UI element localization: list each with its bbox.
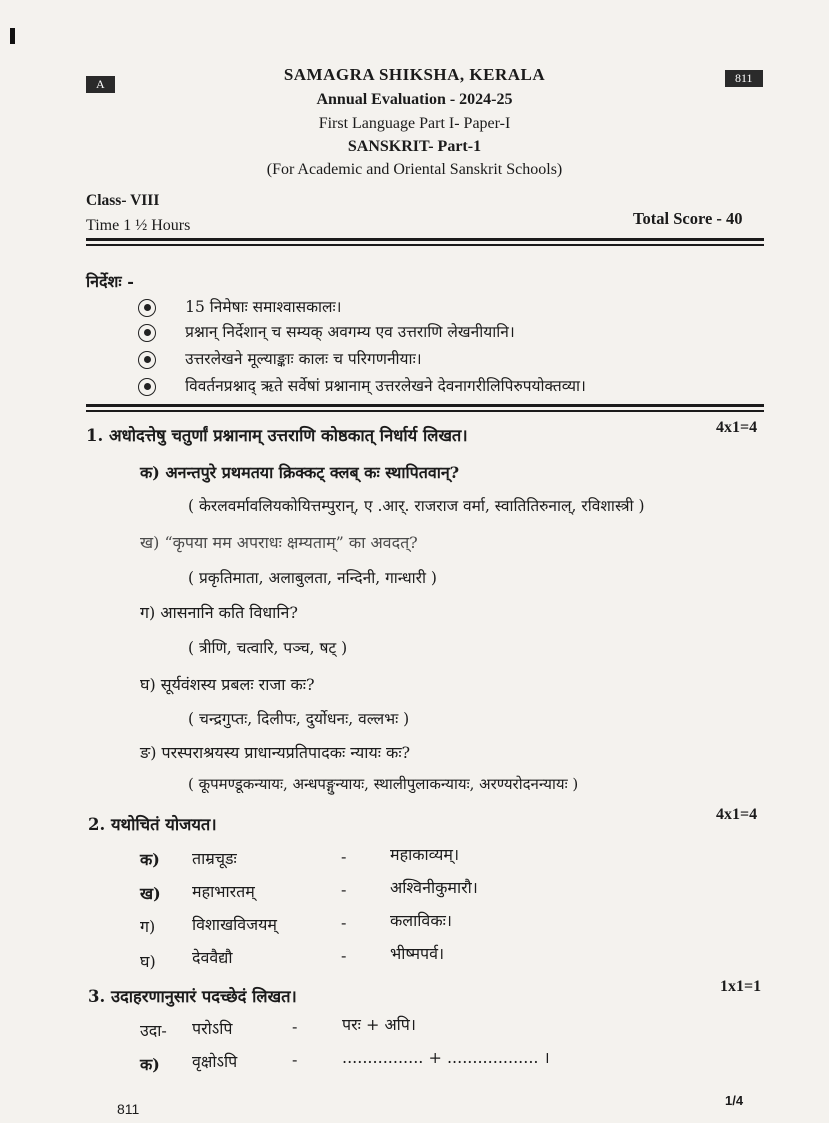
part-label: क) <box>140 1055 160 1074</box>
answer-blank: ................ + .................. । <box>342 1048 550 1067</box>
part-label: ङ) <box>140 743 157 762</box>
example-label: उदा- <box>140 1021 167 1040</box>
match-label: घ) <box>140 952 156 971</box>
match-dash: - <box>341 880 347 899</box>
match-left: देववैद्यौ <box>192 948 233 967</box>
match-dash: - <box>341 847 347 866</box>
match-left: ताम्रचूडः <box>192 849 237 868</box>
bullet-icon <box>138 299 156 317</box>
part-question: सूर्यवंशस्य प्रबलः राजा कः? <box>160 675 315 694</box>
q1-part-ka-options: ( केरलवर्मावलियकोयित्तम्पुरान्, ए .आर्. राजराज वर्मा, स्वातितिरुनाल्, रविशास्त्री ) <box>188 497 645 515</box>
instructions-title: निर्देशः - <box>86 272 134 291</box>
paper-title: First Language Part I- Paper-I <box>318 115 511 132</box>
scan-mark <box>10 28 15 44</box>
part-label: ग) <box>140 603 156 622</box>
q3-score: 1x1=1 <box>720 978 762 995</box>
match-label: ग) <box>140 917 156 936</box>
instruction-text: 15 निमेषाः समाश्वासकालः। <box>185 298 342 316</box>
paper-code-right: 811 <box>725 70 763 87</box>
match-dash: - <box>341 946 347 965</box>
q1-part-gha <box>140 673 315 695</box>
q1-title: 1. अधोदत्तेषु चतुर्णां प्रश्नानाम् उत्तराणि कोष्ठकात् निर्धार्य लिखत। <box>86 426 468 445</box>
header-rule-thin <box>86 244 764 246</box>
q1-part-ka <box>140 461 459 483</box>
part-question: आसनानि कति विधानि? <box>160 603 298 622</box>
q1-part-ga <box>140 601 298 623</box>
match-right: भीष्मपर्व। <box>390 944 445 963</box>
instructions-rule-thin <box>86 410 764 412</box>
instruction-text: विवर्तनप्रश्नाद् ऋते सर्वेषां प्रश्नानाम् उत्तरलेखने देवनागरीलिपिरुपयोक्तव्या। <box>185 377 586 395</box>
q1-part-kha <box>140 531 418 553</box>
match-right: महाकाव्यम्। <box>390 845 460 864</box>
time-label: Time 1 ½ Hours <box>86 217 191 234</box>
part-word: वृक्षोऽपि <box>192 1052 238 1071</box>
q1-part-nga-options: ( कूपमण्डूकन्यायः, अन्धपङ्गुन्यायः, स्थालीपुलाकन्यायः, अरण्यरोदनन्यायः ) <box>188 775 579 793</box>
instruction-item <box>138 295 342 317</box>
paper-code-left: A <box>86 76 115 93</box>
part-dash: - <box>292 1050 298 1069</box>
total-score: Total Score - 40 <box>633 209 743 228</box>
header-rule <box>86 238 764 241</box>
part-label: ख) <box>140 533 160 552</box>
q1-part-gha-options: ( चन्द्रगुप्तः, दिलीपः, दुर्योधनः, वल्लभः ) <box>188 710 410 728</box>
match-label: क) <box>140 850 160 869</box>
footer-code: 811 <box>117 1101 140 1117</box>
q1-part-nga <box>140 741 410 763</box>
part-label: क) <box>140 463 160 482</box>
q1-part-ga-options: ( त्रीणि, चत्वारि, पञ्च, षट् ) <box>188 639 348 657</box>
part-question: परस्पराश्रयस्य प्राधान्यप्रतिपादकः न्यायः कः? <box>161 743 411 762</box>
q3-title: 3. उदाहरणानुसारं पदच्छेदं लिखत। <box>88 987 297 1006</box>
part-question: अनन्तपुरे प्रथमतया क्रिक्कट् क्लब् कः स्थापितवान्? <box>165 463 460 482</box>
q2-title: 2. यथोचितं योजयत। <box>88 815 217 834</box>
instruction-text: प्रश्नान् निर्देशान् च सम्यक् अवगम्य एव उत्तराणि लेखनीयानि। <box>185 323 515 341</box>
q2-score: 4x1=4 <box>716 806 758 823</box>
instructions-rule <box>86 404 764 407</box>
match-right: कलाविकः। <box>390 911 452 930</box>
page-number: 1/4 <box>725 1093 744 1108</box>
bullet-icon <box>138 378 156 396</box>
instruction-item <box>138 374 586 396</box>
subject-title: SANSKRIT- Part-1 <box>347 138 482 155</box>
class-label: Class- VIII <box>86 192 160 209</box>
match-left: विशाखविजयम् <box>192 915 277 934</box>
example-word: परोऽपि <box>192 1019 233 1038</box>
org-name: SAMAGRA SHIKSHA, KERALA <box>283 65 546 84</box>
match-left: महाभारतम् <box>192 882 255 901</box>
example-dash: - <box>292 1017 298 1036</box>
instruction-item <box>138 347 422 369</box>
instruction-item <box>138 320 515 342</box>
bullet-icon <box>138 351 156 369</box>
match-right: अश्विनीकुमारौ। <box>390 878 478 897</box>
q1-score: 4x1=4 <box>716 419 758 436</box>
instruction-text: उत्तरलेखने मूल्याङ्काः कालः च परिगणनीयाः। <box>185 350 422 368</box>
match-label: ख) <box>140 884 161 903</box>
bullet-icon <box>138 324 156 342</box>
exam-title: Annual Evaluation - 2024-25 <box>316 91 513 108</box>
schools-note: (For Academic and Oriental Sanskrit Schools) <box>266 161 563 178</box>
q1-part-kha-options: ( प्रकृतिमाता, अलाबुलता, नन्दिनी, गान्धारी ) <box>188 569 437 587</box>
part-label: घ) <box>140 675 156 694</box>
match-dash: - <box>341 913 347 932</box>
example-answer: परः + अपि। <box>342 1015 416 1034</box>
part-question: “कृपया मम अपराधः क्षम्यताम्” का अवदत्? <box>164 533 418 552</box>
